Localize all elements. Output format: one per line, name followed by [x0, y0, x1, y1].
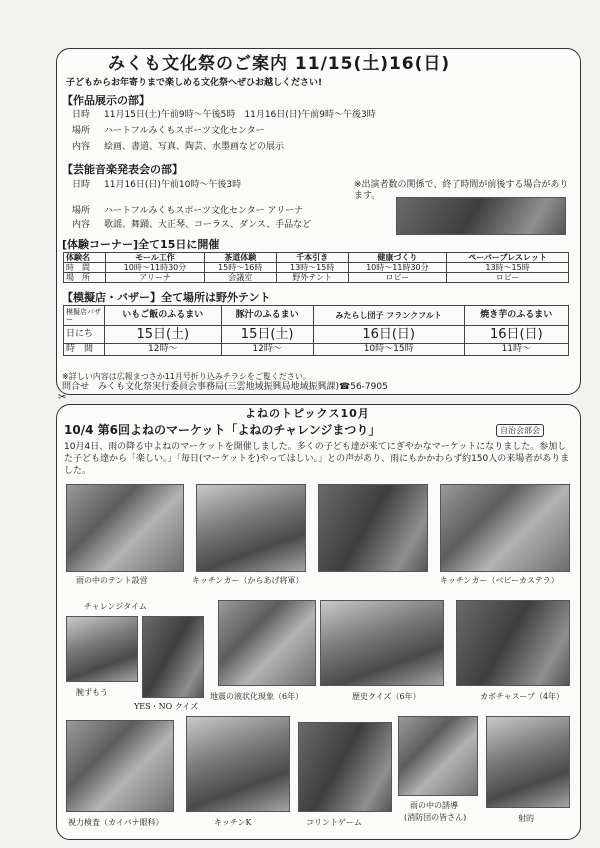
- caption-tent: 雨の中のテント設営: [76, 576, 148, 585]
- exhibit-heading: 【作品展示の部】: [62, 94, 150, 107]
- photo-guide: [398, 716, 478, 796]
- topics-body: 10月4日、雨の降る中よねのマーケットを開催しました。多くの子ども達が来てにぎやかなマーケットになりました。参加した子ども達から「楽しい。」「毎日(マーケットを)やってほしい。」との声があり、雨にもかかわらず約150人の来場者がありました。: [64, 442, 570, 476]
- caption-liquefaction: 地震の液状化現象（6年）: [210, 692, 304, 701]
- bazaar-name-1: いもご飯のふるまい: [105, 306, 222, 326]
- exhibit-place-value: ハートフルみくもスポーツ文化センター: [104, 126, 265, 136]
- bazaar-time-3: 10時～15時: [313, 344, 464, 356]
- festival-footer-note: ※詳しい内容は広報まつさか11月号折り込みチラシをご覧ください。: [62, 372, 311, 381]
- performance-place-label: 場所: [72, 206, 91, 216]
- experience-time-4: 10時～11時30分: [348, 263, 446, 273]
- experience-place-3: 野外テント: [276, 273, 348, 283]
- caption-guide: 雨の中の誘導: [410, 801, 458, 810]
- bazaar-name-3: みたらし団子 フランクフルト: [313, 306, 464, 326]
- photo-kitchen-car-2: [440, 484, 570, 572]
- experience-table: [63, 252, 569, 283]
- photo-liquefaction: [218, 600, 316, 686]
- bazaar-date-1: 15日(土): [105, 326, 222, 344]
- photo-market: [318, 484, 428, 572]
- performance-note: ※出演者数の関係で、終了時間が前後する場合があります。: [354, 180, 569, 201]
- caption-challenge: チャレンジタイム: [84, 602, 147, 611]
- photo-pumpkin: [456, 600, 570, 686]
- caption-yesno: YES・NO クイズ: [134, 702, 199, 711]
- photo-kitchen-car-1: [196, 484, 306, 572]
- caption-eyetest: 視力検査（カイパナ眼科）: [68, 818, 164, 827]
- experience-time-3: 13時～15時: [276, 263, 348, 273]
- performance-place-value: ハートフルみくもスポーツ文化センター アリーナ: [104, 206, 304, 216]
- bazaar-time-2: 12時～: [221, 344, 313, 356]
- experience-time-1: 10時～11時30分: [106, 263, 204, 273]
- exhibit-content-label: 内容: [72, 142, 91, 152]
- festival-contact: 問合せ みくも文化祭実行委員会事務局(三雲地域振興局地域振興課)☎56-7905: [62, 382, 388, 392]
- photo-kitchenk: [186, 716, 290, 812]
- festival-subtitle: 子どもからお年寄りまで楽しめる文化祭へぜひお越しください!: [66, 78, 323, 88]
- performance-date-label: 日時: [72, 180, 91, 190]
- caption-history: 歴史クイズ（6年）: [352, 692, 421, 701]
- experience-place-5: ロビー: [447, 273, 569, 283]
- experience-time-2: 15時～16時: [204, 263, 276, 273]
- performance-content-label: 内容: [72, 220, 91, 230]
- experience-row-label-time: 時 間: [64, 263, 106, 273]
- scissors-icon: ✂: [58, 392, 67, 403]
- experience-name-4: 健康づくり: [348, 253, 446, 263]
- exhibit-date-value: 11月15日(土)午前9時～午後5時 11月16日(日)午前9時～午後3時: [104, 110, 376, 120]
- photo-history: [320, 600, 444, 686]
- caption-armwrestle: 腕ずもう: [76, 688, 108, 697]
- caption-guide-2: (消防団の皆さん): [404, 813, 467, 822]
- topics-title: 10/4 第6回よねのマーケット「よねのチャレンジまつり」: [64, 423, 381, 437]
- exhibit-content-value: 絵画、書道、写真、陶芸、水墨画などの展示: [104, 142, 285, 152]
- bazaar-row-label-time: 時 間: [64, 344, 105, 356]
- caption-kitchen-car-1: キッチンカー（からあげ将軍）: [192, 576, 304, 585]
- caption-kitchenk: キッチンK: [214, 818, 252, 827]
- experience-row-label-place: 場 所: [64, 273, 106, 283]
- experience-row-label-name: 体験名: [64, 253, 106, 263]
- bazaar-time-1: 12時～: [105, 344, 222, 356]
- topics-tag: 自治会部会: [496, 424, 544, 437]
- exhibit-date-label: 日時: [72, 110, 91, 120]
- caption-pumpkin: カボチャスープ（4年）: [480, 692, 565, 701]
- photo-eyetest: [66, 720, 174, 812]
- bazaar-date-3: 16日(日): [313, 326, 464, 344]
- performance-heading: 【芸能音楽発表会の部】: [62, 163, 183, 176]
- experience-time-5: 13時～15時: [447, 263, 569, 273]
- caption-kitchen-car-2: キッチンカー（ベビーカステラ）: [440, 576, 559, 585]
- experience-name-5: ペーパーブレスレット: [447, 253, 569, 263]
- caption-corinto: コリントゲーム: [306, 818, 362, 827]
- performance-content-value: 歌謡、舞踊、大正琴、コーラス、ダンス、手品など: [104, 220, 312, 230]
- bazaar-table: [63, 305, 569, 356]
- photo-shooting: [486, 716, 570, 808]
- bazaar-row-label-date: 日にち: [64, 326, 105, 344]
- caption-shooting: 射的: [518, 814, 534, 823]
- photo-corinto: [298, 722, 392, 812]
- experience-place-4: ロビー: [348, 273, 446, 283]
- experience-heading: [体験コーナー]全て15日に開催: [62, 238, 220, 251]
- experience-name-2: 茶道体験: [204, 253, 276, 263]
- experience-place-2: 会議室: [204, 273, 276, 283]
- photo-yesno: [142, 616, 204, 698]
- exhibit-place-label: 場所: [72, 126, 91, 136]
- bazaar-row-label-name: 模擬店バザー: [64, 306, 105, 326]
- bazaar-name-4: 焼き芋のふるまい: [464, 306, 568, 326]
- bazaar-name-2: 豚汁のふるまい: [221, 306, 313, 326]
- festival-title: みくも文化祭のご案内 11/15(土)16(日): [108, 54, 451, 74]
- photo-armwrestle: [66, 616, 138, 682]
- bazaar-date-4: 16日(日): [464, 326, 568, 344]
- experience-name-1: モール工作: [106, 253, 204, 263]
- bazaar-date-2: 15日(土): [221, 326, 313, 344]
- experience-place-1: アリーナ: [106, 273, 204, 283]
- bazaar-time-4: 11時～: [464, 344, 568, 356]
- photo-tent: [66, 484, 184, 572]
- performance-photo: [396, 197, 566, 235]
- topics-header: よねのトピックス10月: [245, 407, 370, 420]
- performance-date-value: 11月16日(日)午前10時～午後3時: [104, 180, 242, 190]
- bazaar-heading: 【模擬店・バザー】全て場所は野外テント: [62, 291, 271, 304]
- experience-name-3: 千本引き: [276, 253, 348, 263]
